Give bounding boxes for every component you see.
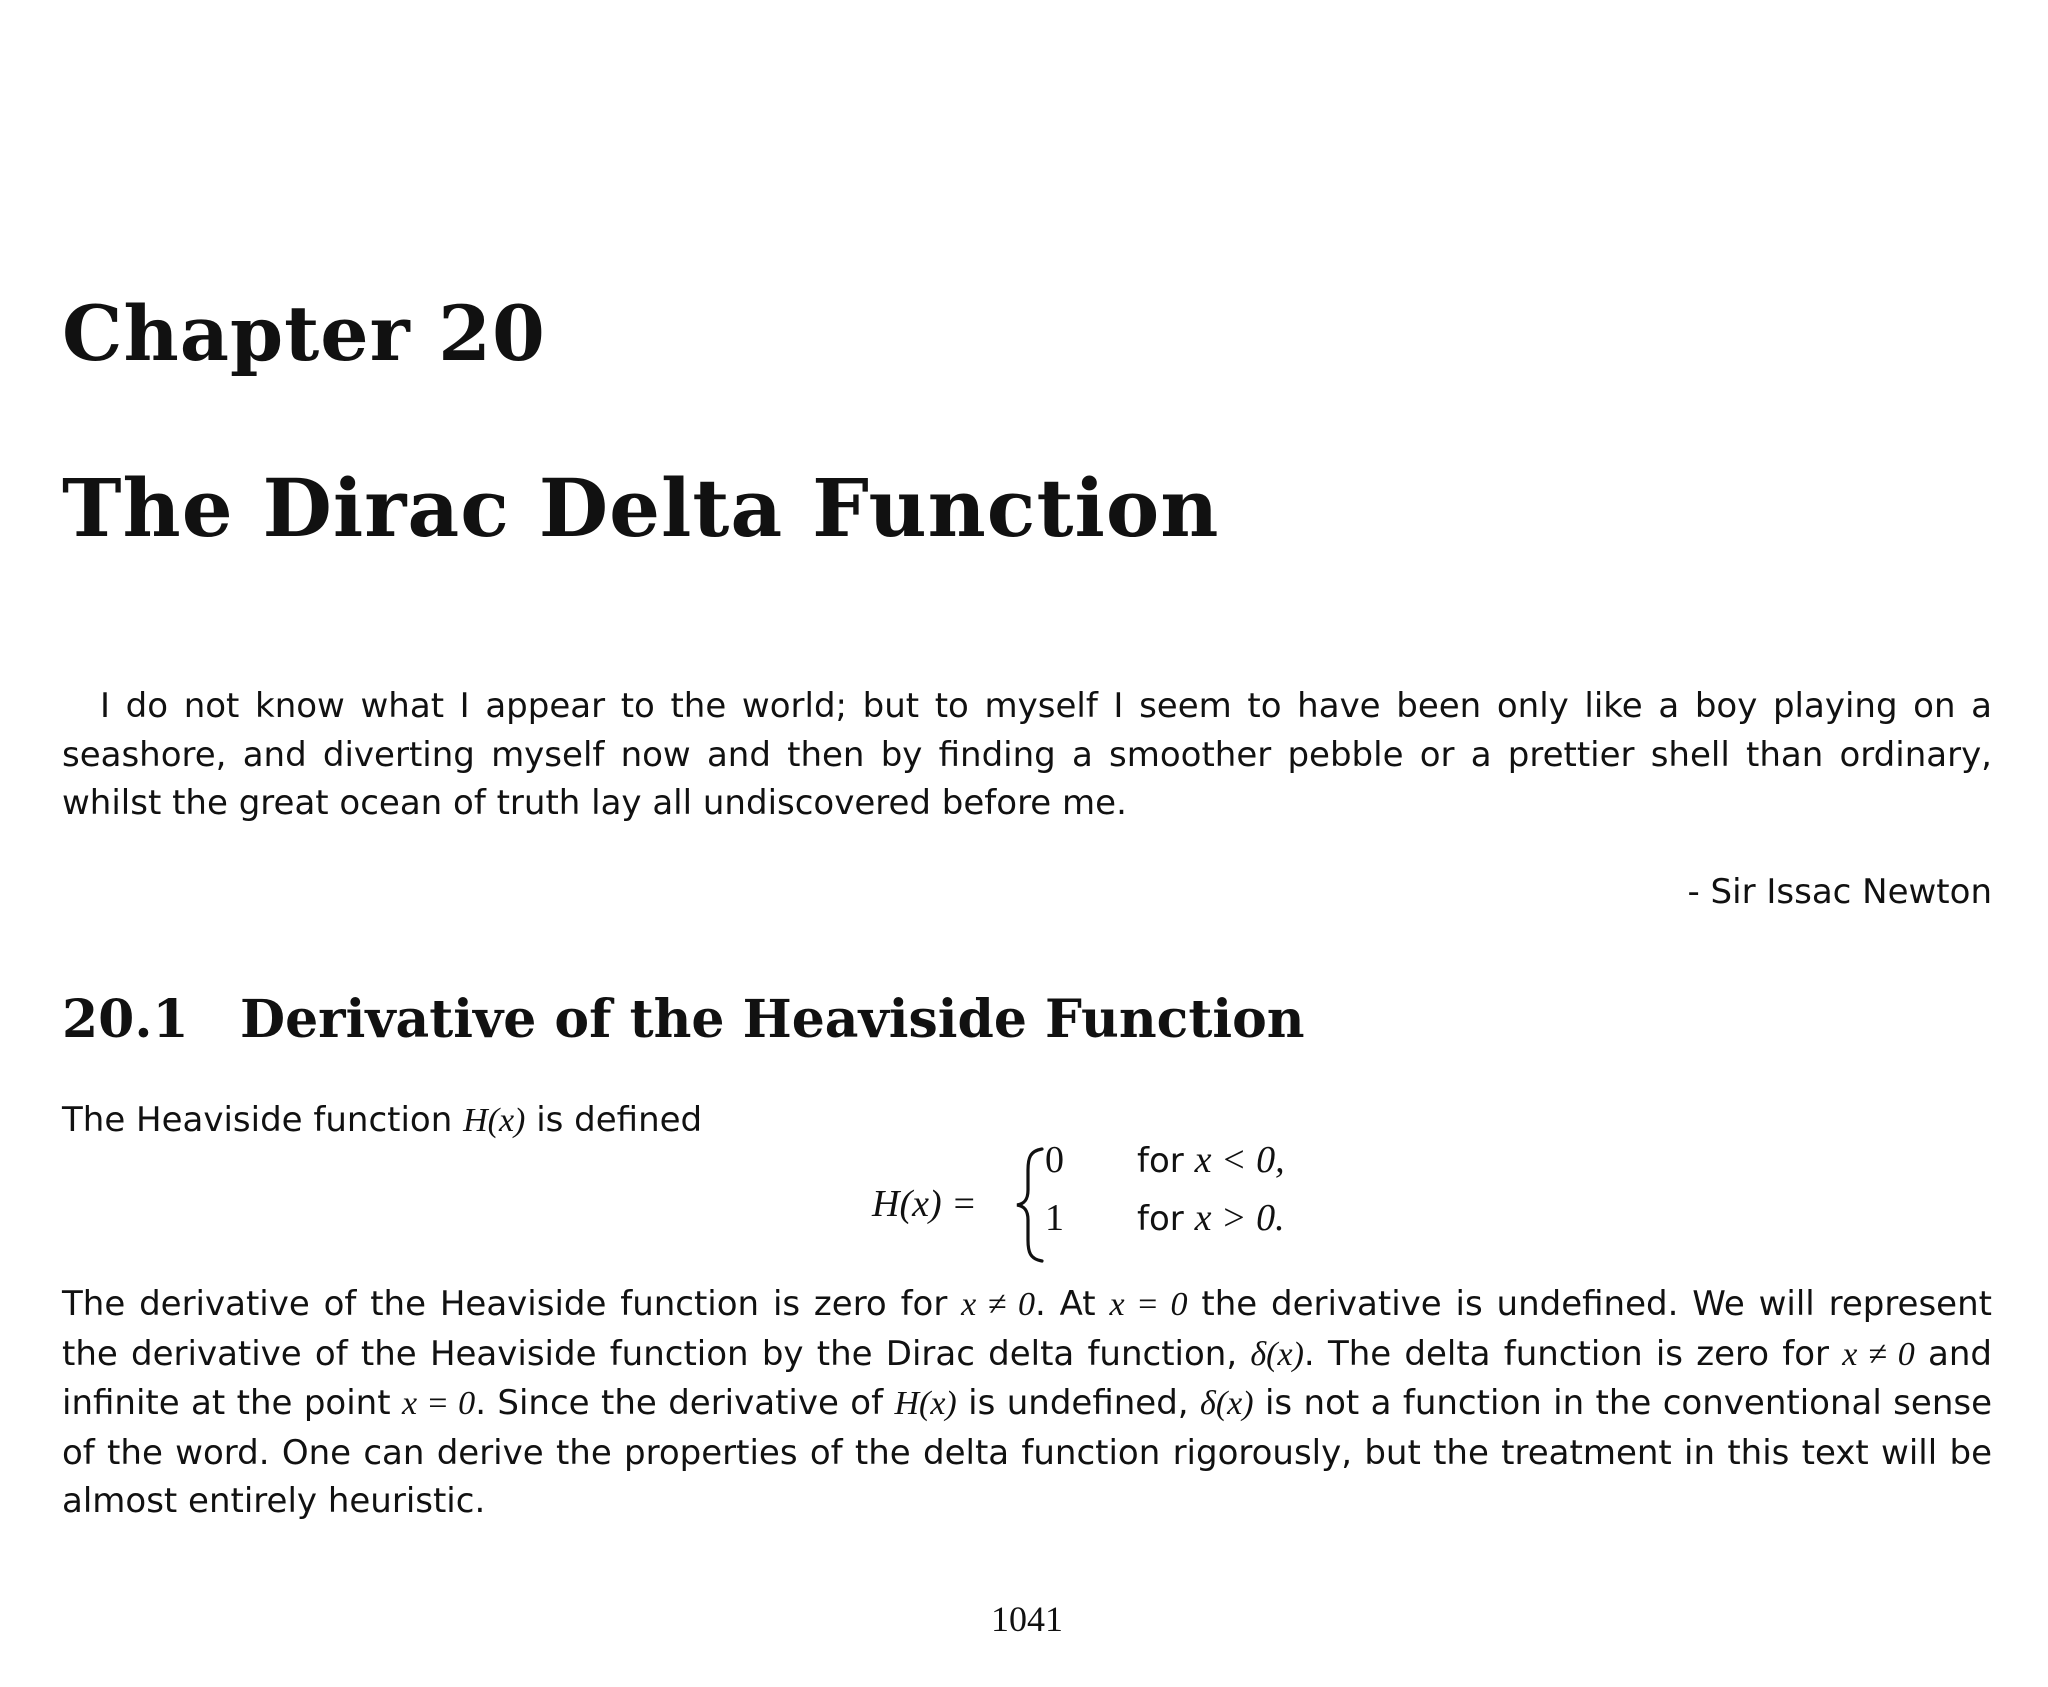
case-2-condition: x > 0.	[1194, 1197, 1285, 1239]
section-title: Derivative of the Heaviside Function	[240, 989, 1305, 1050]
case-2-condition-word: for	[1137, 1199, 1195, 1239]
case-1-value: 0	[1045, 1139, 1064, 1181]
intro-math: H(x)	[463, 1102, 526, 1139]
heaviside-equation	[807, 1140, 1367, 1270]
paragraph-text: . At	[1034, 1284, 1110, 1324]
body-paragraph	[62, 1280, 1992, 1526]
page-number: 1041	[991, 1599, 1063, 1639]
left-brace	[1014, 1146, 1048, 1264]
inline-math: x ≠ 0	[1842, 1335, 1915, 1373]
chapter-label: Chapter 20	[62, 289, 546, 378]
paragraph-text: is undefined,	[956, 1383, 1201, 1423]
inline-math: x ≠ 0	[961, 1286, 1035, 1323]
paragraph-text: the derivative is undefined. We will represent the derivative of the Heaviside function by the Dirac delta function,	[62, 1284, 1992, 1374]
intro-prefix: The Heaviside function	[62, 1100, 464, 1140]
epigraph-author: - Sir Issac Newton	[1687, 872, 1992, 912]
inline-math: x = 0	[401, 1385, 476, 1422]
section-heading	[62, 989, 1305, 1050]
epigraph-quote: I do not know what I appear to the world; but to myself I seem to have been only like a boy playing on a seashore, and diverting myself now and then by finding a smoother pebble or a prettier shell than ordinary, whilst the great ocean of truth lay all undiscovered before me.	[62, 686, 1992, 823]
case-1-condition-word: for	[1137, 1141, 1195, 1181]
inline-math: δ(x)	[1200, 1385, 1254, 1422]
paragraph-text: and infinite at the point	[62, 1333, 1992, 1423]
intro-sentence	[62, 1096, 702, 1145]
paragraph-text: . The delta function is zero for	[1303, 1333, 1843, 1374]
equation-lhs: H(x) =	[872, 1183, 977, 1225]
equation-case-2	[1045, 1196, 1285, 1240]
paragraph-text: is not a function in the conventional sense of the word. One can derive the properties of the delta function rigorously, but the treatment in this text will be almost entirely heuristic.	[62, 1383, 1992, 1521]
paragraph-text: . Since the derivative of	[475, 1383, 895, 1423]
inline-math: δ(x)	[1250, 1335, 1304, 1373]
section-number: 20.1	[62, 989, 189, 1050]
inline-math: H(x)	[894, 1385, 957, 1422]
case-2-value: 1	[1045, 1197, 1064, 1239]
document-page	[62, 0, 1992, 1687]
intro-suffix: is defined	[525, 1100, 703, 1140]
chapter-title: The Dirac Delta Function	[62, 461, 1220, 555]
paragraph-text: The derivative of the Heaviside function is zero for	[62, 1284, 962, 1324]
inline-math: x = 0	[1109, 1286, 1188, 1323]
case-1-condition: x < 0,	[1194, 1139, 1285, 1181]
equation-case-1	[1045, 1138, 1285, 1182]
